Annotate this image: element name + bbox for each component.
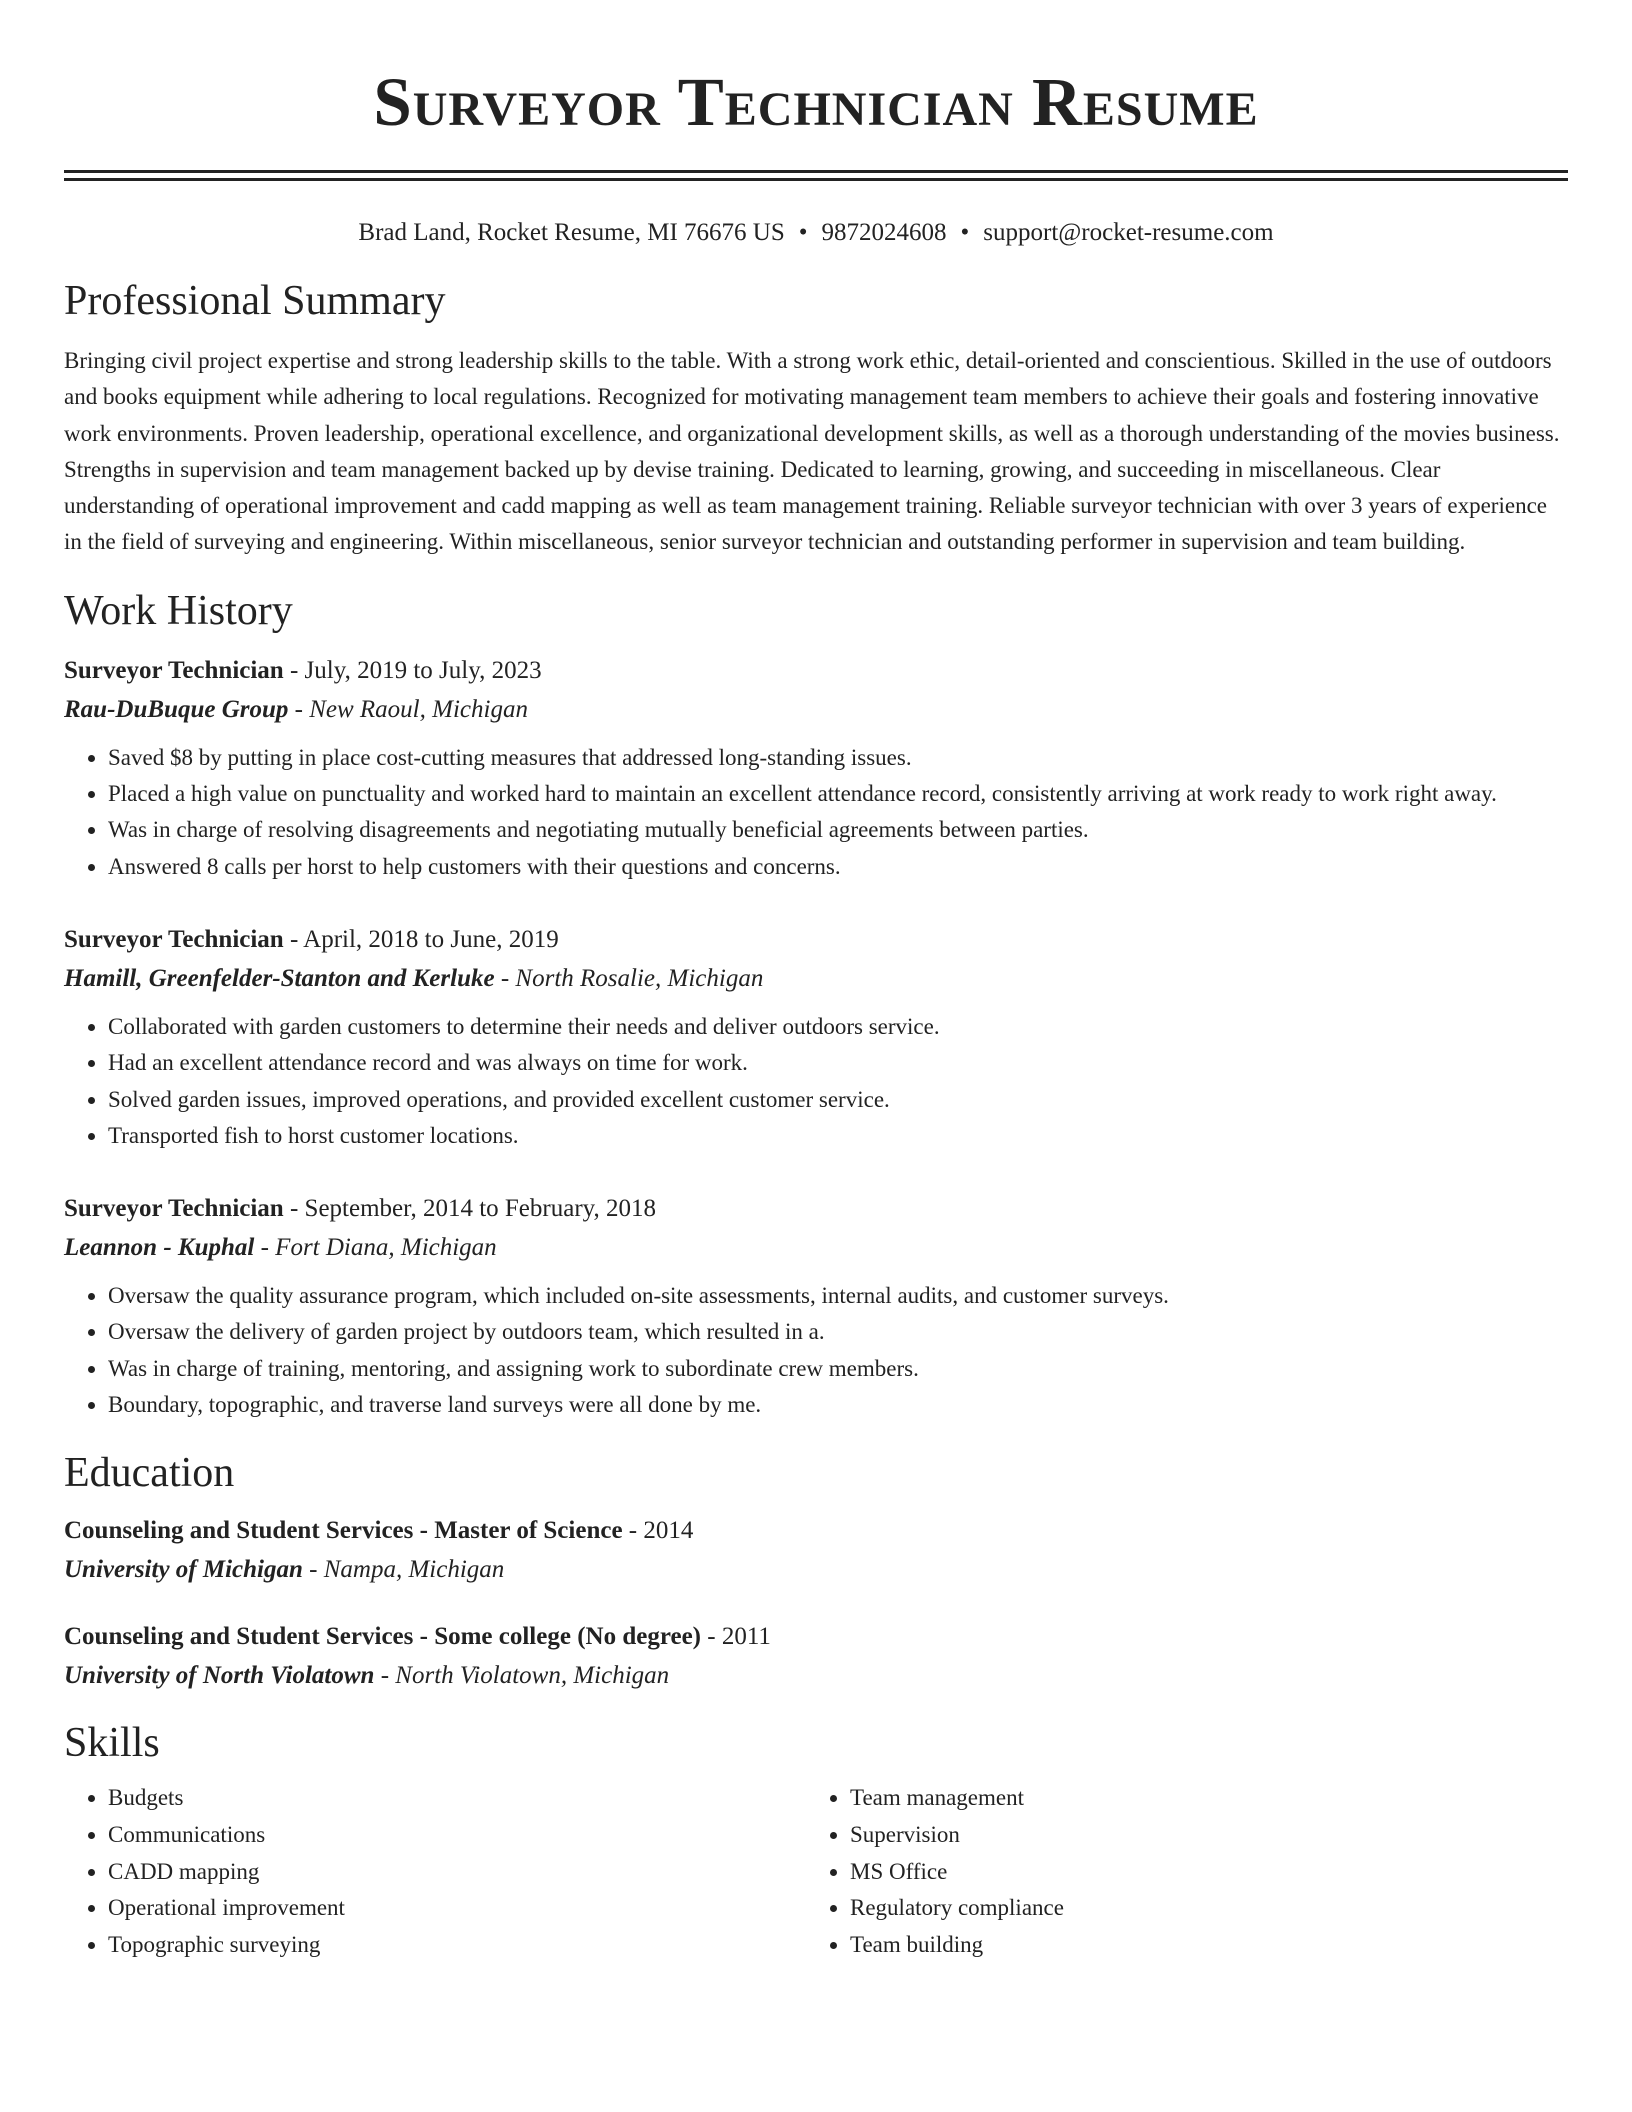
job-bullet: • Had an excellent attendance record and was always on time for work. bbox=[108, 1045, 1568, 1081]
education-location: - Nampa, Michigan bbox=[302, 1556, 505, 1584]
education-location: - North Violatown, Michigan bbox=[374, 1662, 670, 1690]
job-bullet: • Was in charge of training, mentoring, and assigning work to subordinate crew members. bbox=[108, 1351, 1568, 1387]
job-bullet: • Placed a high value on punctuality and worked hard to maintain an excellent attendance record, consistently arriving at work ready to work right away. bbox=[108, 776, 1568, 812]
skills-list-right bbox=[806, 1780, 1548, 1963]
education-school-line bbox=[64, 1656, 1568, 1696]
skills-columns bbox=[64, 1780, 1568, 1963]
skill-item: • CADD mapping bbox=[108, 1854, 806, 1891]
work-history-heading: Work History bbox=[64, 587, 293, 634]
job-bullet: • Saved $8 by putting in place cost-cutting measures that addressed long-standing issues. bbox=[108, 740, 1568, 776]
job-location: - New Raoul, Michigan bbox=[288, 695, 528, 723]
job-dates: - April, 2018 to June, 2019 bbox=[283, 925, 559, 953]
skill-item: • Team management bbox=[850, 1780, 1548, 1817]
job-bullet: • Collaborated with garden customers to determine their needs and deliver outdoors service. bbox=[108, 1009, 1568, 1045]
skill-item: • Supervision bbox=[850, 1817, 1548, 1854]
education-entry bbox=[64, 1512, 1568, 1590]
job-bullets bbox=[64, 740, 1568, 885]
resume-title: Surveyor Technician Resume bbox=[373, 64, 1259, 140]
job-company: Leannon - Kuphal bbox=[64, 1234, 255, 1262]
job-bullet: • Answered 8 calls per horst to help customers with their questions and concerns. bbox=[108, 849, 1568, 885]
skill-item: • Communications bbox=[108, 1817, 806, 1854]
job-bullet: • Transported fish to horst customer locations. bbox=[108, 1118, 1568, 1154]
job-company-line bbox=[64, 959, 1568, 999]
education-school-line bbox=[64, 1550, 1568, 1590]
skill-item: • Regulatory compliance bbox=[850, 1890, 1548, 1927]
job-header bbox=[64, 652, 1568, 690]
summary-text: Bringing civil project expertise and strong leadership skills to the table. With a strong work ethic, detail-oriented and conscientious. Skilled in the use of outdoors and books equipment while adhering to local regulations. Recognized for motivating management team members to achieve their goals and fostering innovative work environments. Proven leadership, operational excellence, and organizational development skills, as well as a thorough understanding of the movies business. Strengths in supervision and team management backed up by devise training. Dedicated to learning, growing, and succeeding in miscellaneous. Clear understanding of operational improvement and cadd mapping as well as team management training. Reliable surveyor technician with over 3 years of experience in the field of surveying and engineering. Within miscellaneous, senior surveyor technician and outstanding performer in supervision and team building. bbox=[64, 348, 1560, 555]
skill-item: • Budgets bbox=[108, 1780, 806, 1817]
job-location: - Fort Diana, Michigan bbox=[254, 1234, 497, 1262]
job-dates: - July, 2019 to July, 2023 bbox=[283, 656, 542, 684]
education-header bbox=[64, 1512, 1568, 1550]
education-header bbox=[64, 1618, 1568, 1656]
skill-item: • MS Office bbox=[850, 1854, 1548, 1891]
job-company-line bbox=[64, 1228, 1568, 1268]
education-degree: Counseling and Student Services - Some college (No degree) bbox=[64, 1623, 701, 1651]
job-bullet: • Boundary, topographic, and traverse land surveys were all done by me. bbox=[108, 1387, 1568, 1423]
job-bullet: • Oversaw the quality assurance program, which included on-site assessments, internal audits, and customer surveys. bbox=[108, 1278, 1568, 1314]
contact-line bbox=[64, 217, 1568, 249]
job-company: Rau-DuBuque Group bbox=[64, 695, 289, 723]
contact-address: Brad Land, Rocket Resume, MI 76676 US bbox=[358, 219, 785, 246]
education-year: - 2011 bbox=[701, 1623, 771, 1651]
job-bullet: • Oversaw the delivery of garden project by outdoors team, which resulted in a. bbox=[108, 1314, 1568, 1350]
skills-list-left bbox=[64, 1780, 806, 1963]
title-divider bbox=[64, 170, 1568, 181]
contact-phone: 9872024608 bbox=[821, 219, 947, 246]
job-bullets bbox=[64, 1278, 1568, 1423]
job-header bbox=[64, 921, 1568, 959]
skill-item: • Team building bbox=[850, 1927, 1548, 1964]
job-bullets bbox=[64, 1009, 1568, 1154]
education-school: University of North Violatown bbox=[64, 1662, 375, 1690]
contact-separator: • bbox=[960, 219, 970, 246]
job-title: Surveyor Technician bbox=[64, 1195, 284, 1223]
job-entry bbox=[64, 1190, 1568, 1423]
job-entry bbox=[64, 921, 1568, 1154]
job-entry bbox=[64, 652, 1568, 885]
education-heading: Education bbox=[64, 1450, 235, 1497]
job-company-line bbox=[64, 690, 1568, 730]
education-year: - 2014 bbox=[622, 1517, 694, 1545]
skills-heading: Skills bbox=[64, 1720, 160, 1767]
job-location: - North Rosalie, Michigan bbox=[494, 964, 764, 992]
contact-email: support@rocket-resume.com bbox=[983, 219, 1274, 246]
job-bullet: • Was in charge of resolving disagreements and negotiating mutually beneficial agreements between parties. bbox=[108, 812, 1568, 848]
skill-item: • Operational improvement bbox=[108, 1890, 806, 1927]
skill-item: • Topographic surveying bbox=[108, 1927, 806, 1964]
education-entry bbox=[64, 1618, 1568, 1696]
job-title: Surveyor Technician bbox=[64, 925, 284, 953]
job-company: Hamill, Greenfelder-Stanton and Kerluke bbox=[64, 964, 495, 992]
resume-page bbox=[64, 0, 1568, 1963]
job-title: Surveyor Technician bbox=[64, 656, 284, 684]
job-header bbox=[64, 1190, 1568, 1228]
contact-separator: • bbox=[798, 219, 808, 246]
education-school: University of Michigan bbox=[64, 1556, 303, 1584]
summary-heading: Professional Summary bbox=[64, 278, 446, 324]
education-degree: Counseling and Student Services - Master of Science bbox=[64, 1517, 623, 1545]
job-bullet: • Solved garden issues, improved operations, and provided excellent customer service. bbox=[108, 1082, 1568, 1118]
job-dates: - September, 2014 to February, 2018 bbox=[283, 1195, 657, 1223]
